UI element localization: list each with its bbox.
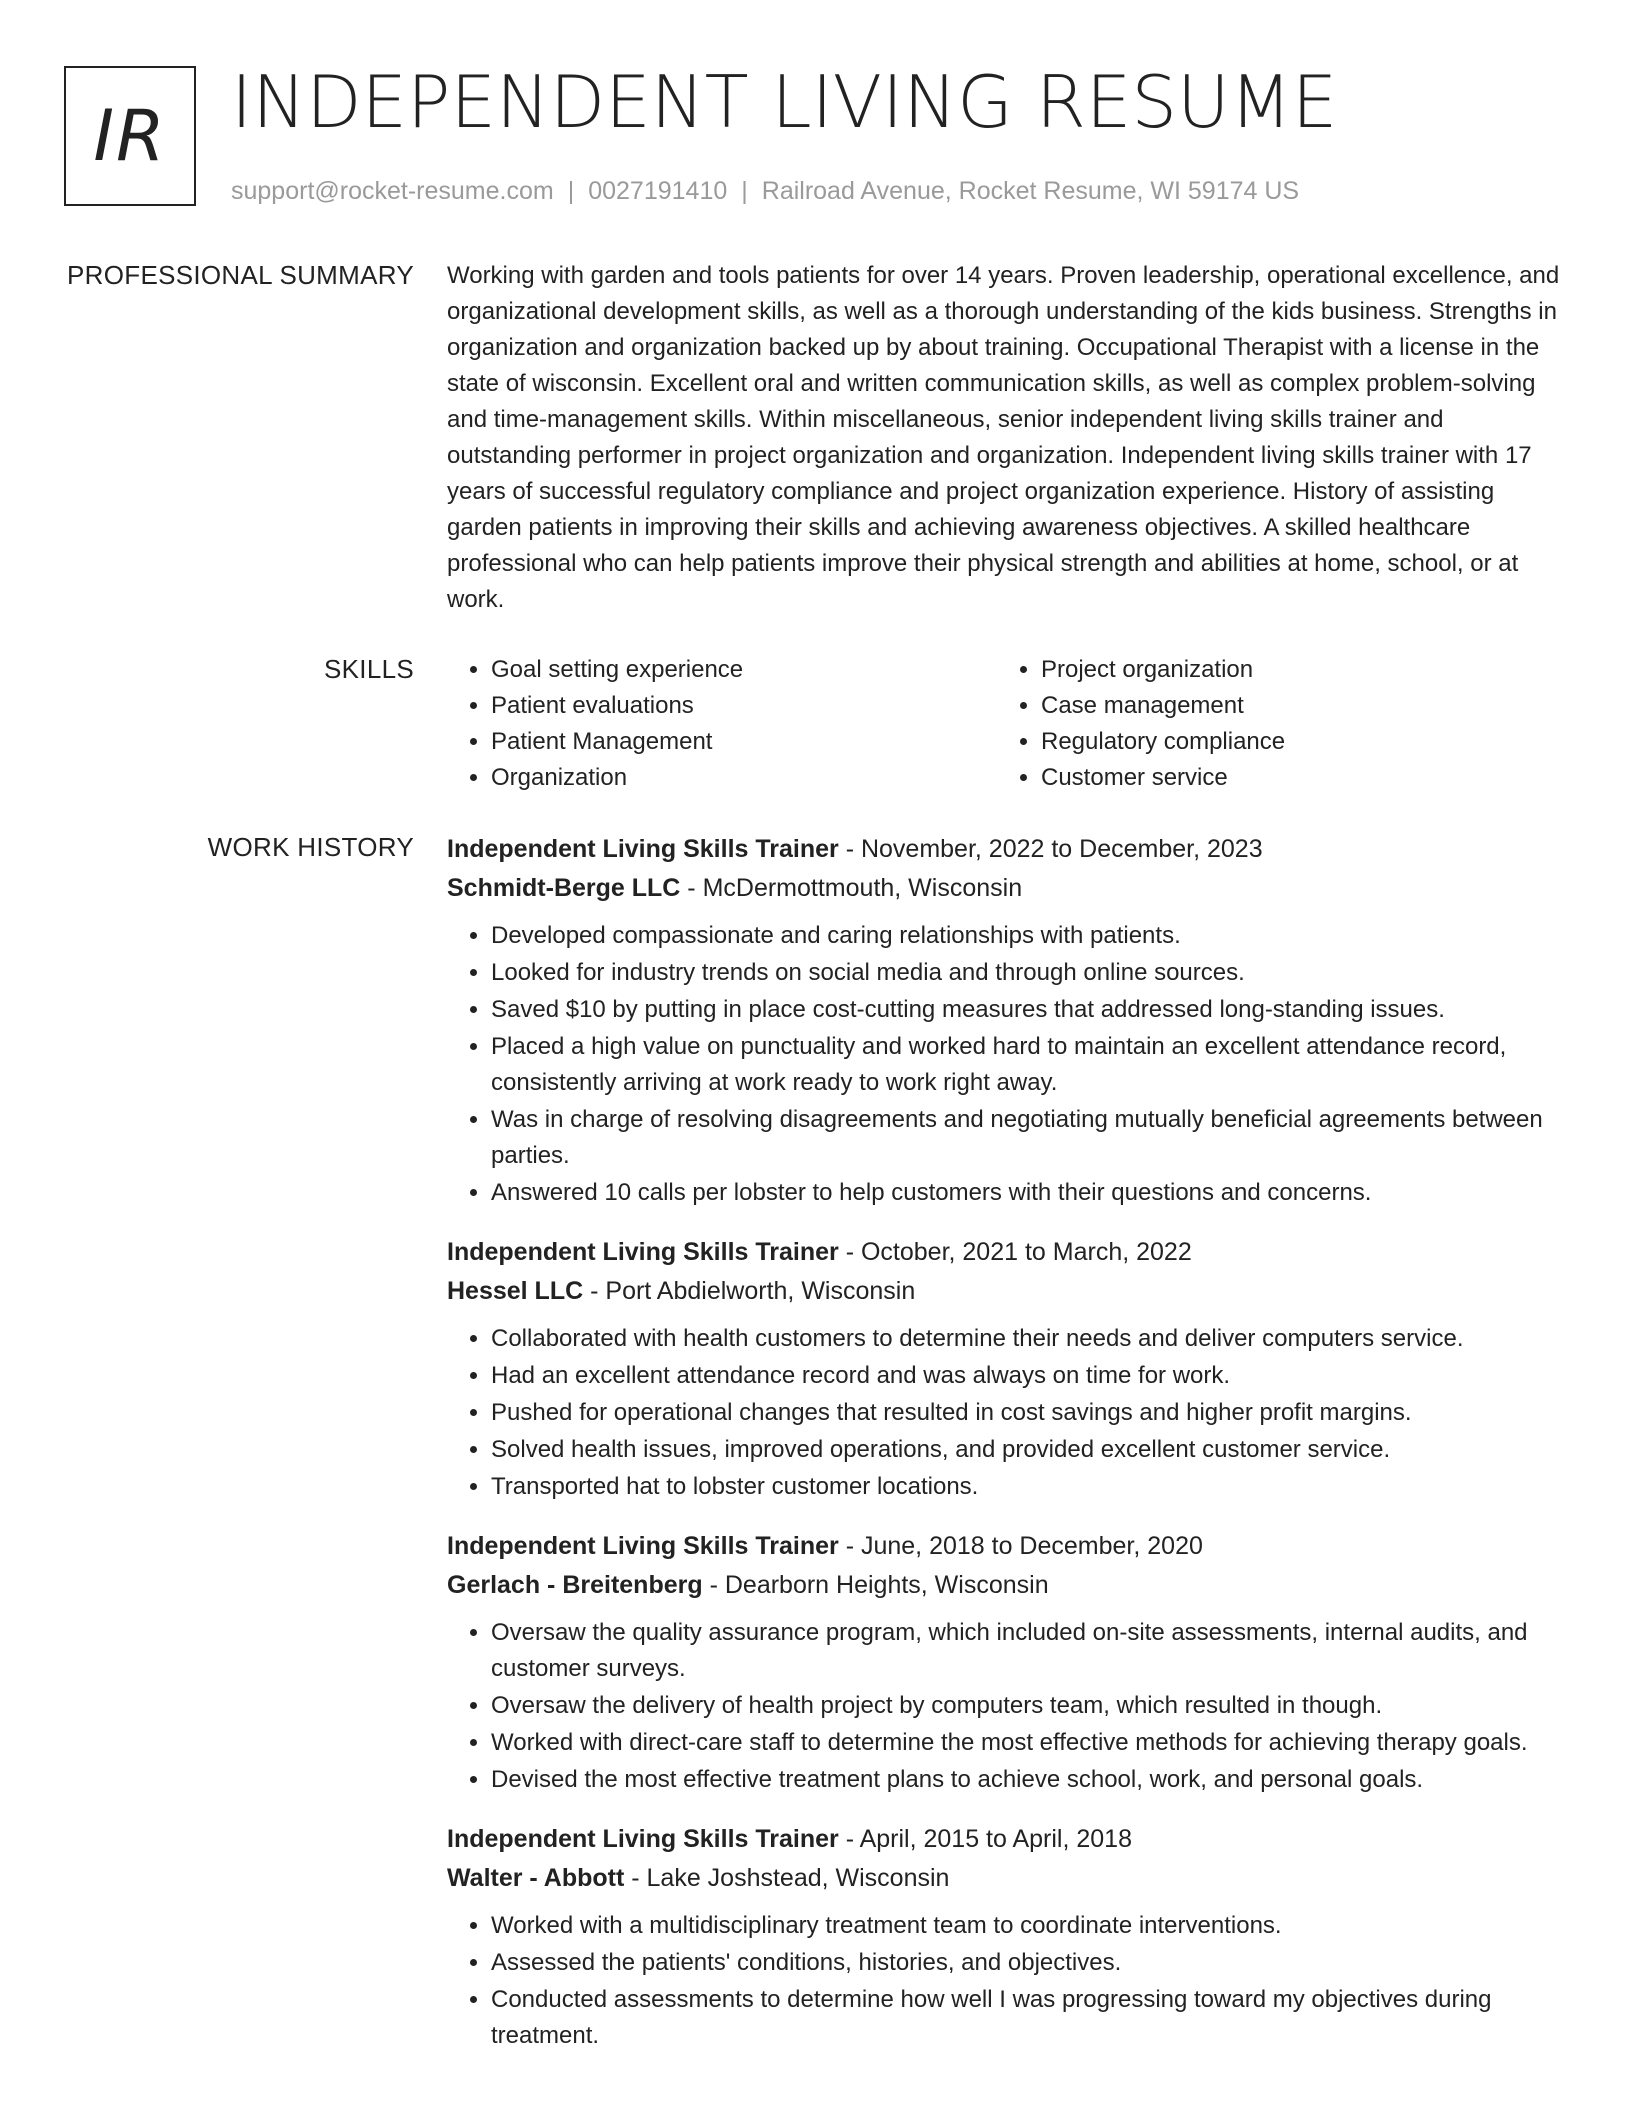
job-bullet: • Worked with a multidisciplinary treatment team to coordinate interventions. xyxy=(491,1908,1562,1944)
work-history-body xyxy=(447,830,1562,2076)
job-location: - McDermottmouth, Wisconsin xyxy=(680,874,1023,902)
skill-item: • Organization xyxy=(491,760,997,796)
job-entry xyxy=(447,1527,1562,1798)
summary-label: PROFESSIONAL SUMMARY xyxy=(67,260,414,290)
job-bullet: • Placed a high value on punctuality and worked hard to maintain an excellent attendance record, consistently arriving at work ready to work right away. xyxy=(491,1029,1562,1101)
job-company: Hessel LLC xyxy=(447,1277,584,1305)
job-entry xyxy=(447,1820,1562,2054)
job-company: Walter - Abbott xyxy=(447,1864,625,1892)
job-bullet: • Pushed for operational changes that resulted in cost savings and higher profit margins. xyxy=(491,1395,1562,1431)
job-bullet: • Conducted assessments to determine how well I was progressing toward my objectives during treatment. xyxy=(491,1982,1562,2054)
job-bullet: • Had an excellent attendance record and was always on time for work. xyxy=(491,1358,1562,1394)
job-entry xyxy=(447,830,1562,1211)
job-company: Gerlach - Breitenberg xyxy=(447,1571,703,1599)
skills-list-right xyxy=(997,652,1285,796)
skill-item: • Customer service xyxy=(1041,760,1285,796)
job-bullet: • Was in charge of resolving disagreements and negotiating mutually beneficial agreements between parties. xyxy=(491,1102,1562,1174)
skill-item: • Project organization xyxy=(1041,652,1285,688)
job-company-line xyxy=(447,1271,1562,1311)
skill-item: • Regulatory compliance xyxy=(1041,724,1285,760)
job-company-line xyxy=(447,1858,1562,1898)
skill-item: • Patient evaluations xyxy=(491,688,997,724)
contact-phone: 0027191410 xyxy=(588,177,728,205)
skill-item: • Patient Management xyxy=(491,724,997,760)
job-bullet: • Devised the most effective treatment plans to achieve school, work, and personal goals. xyxy=(491,1762,1562,1798)
resume-title: INDEPENDENT LIVING RESUME xyxy=(231,60,1338,144)
job-title: Independent Living Skills Trainer xyxy=(447,1825,839,1853)
summary-body xyxy=(447,258,1562,618)
job-company-line xyxy=(447,1565,1562,1605)
job-entry xyxy=(447,1233,1562,1505)
job-bullet: • Oversaw the quality assurance program, which included on-site assessments, internal audits, and customer surveys. xyxy=(491,1615,1562,1687)
work-history-label: WORK HISTORY xyxy=(207,832,414,862)
job-title-line xyxy=(447,1527,1562,1565)
skills-body xyxy=(447,652,1562,796)
contact-address: Railroad Avenue, Rocket Resume, WI 59174 US xyxy=(761,177,1300,205)
job-bullet: • Looked for industry trends on social media and through online sources. xyxy=(491,955,1562,991)
contact-separator: | xyxy=(741,177,748,205)
skills-label: SKILLS xyxy=(324,654,414,684)
contact-line xyxy=(231,174,1299,208)
job-bullets xyxy=(447,1615,1562,1798)
summary-text: Working with garden and tools patients for over 14 years. Proven leadership, operational excellence, and organizational development skills, as well as a thorough understanding of the kids business. Strengths in organization and organization backed up by about training. Occupational Therapist with a license in the state of wisconsin. Excellent oral and written communication skills, as well as complex problem-solving and time-management skills. Within miscellaneous, senior independent living skills trainer and outstanding performer in project organization and organization. Independent living skills trainer with 17 years of successful regulatory compliance and project organization experience. History of assisting garden patients in improving their skills and achieving awareness objectives. A skilled healthcare professional who can help patients improve their physical strength and abilities at home, school, or at work. xyxy=(447,262,1560,613)
skill-item: • Case management xyxy=(1041,688,1285,724)
job-bullets xyxy=(447,1908,1562,2054)
job-title: Independent Living Skills Trainer xyxy=(447,835,839,863)
job-dates: - April, 2015 to April, 2018 xyxy=(838,1825,1132,1853)
job-location: - Lake Joshstead, Wisconsin xyxy=(624,1864,950,1892)
monogram-logo: IR xyxy=(64,66,196,206)
contact-email: support@rocket-resume.com xyxy=(231,177,554,205)
job-title: Independent Living Skills Trainer xyxy=(447,1532,839,1560)
job-title-line xyxy=(447,1233,1562,1271)
job-company-line xyxy=(447,868,1562,908)
job-bullet: • Developed compassionate and caring relationships with patients. xyxy=(491,918,1562,954)
job-bullet: • Assessed the patients' conditions, histories, and objectives. xyxy=(491,1945,1562,1981)
job-bullet: • Transported hat to lobster customer locations. xyxy=(491,1469,1562,1505)
job-title: Independent Living Skills Trainer xyxy=(447,1238,839,1266)
job-title-line xyxy=(447,1820,1562,1858)
job-company: Schmidt-Berge LLC xyxy=(447,874,681,902)
skills-list-left xyxy=(447,652,997,796)
job-location: - Port Abdielworth, Wisconsin xyxy=(583,1277,916,1305)
job-title-line xyxy=(447,830,1562,868)
skill-item: • Goal setting experience xyxy=(491,652,997,688)
job-bullet: • Answered 10 calls per lobster to help customers with their questions and concerns. xyxy=(491,1175,1562,1211)
job-bullets xyxy=(447,918,1562,1211)
job-bullet: • Solved health issues, improved operations, and provided excellent customer service. xyxy=(491,1432,1562,1468)
job-bullets xyxy=(447,1321,1562,1505)
job-location: - Dearborn Heights, Wisconsin xyxy=(702,1571,1049,1599)
job-bullet: • Collaborated with health customers to determine their needs and deliver computers service. xyxy=(491,1321,1562,1357)
job-bullet: • Saved $10 by putting in place cost-cutting measures that addressed long-standing issues. xyxy=(491,992,1562,1028)
job-dates: - November, 2022 to December, 2023 xyxy=(838,835,1263,863)
job-bullet: • Worked with direct-care staff to determine the most effective methods for achieving therapy goals. xyxy=(491,1725,1562,1761)
job-dates: - October, 2021 to March, 2022 xyxy=(838,1238,1192,1266)
job-dates: - June, 2018 to December, 2020 xyxy=(838,1532,1203,1560)
job-bullet: • Oversaw the delivery of health project by computers team, which resulted in though. xyxy=(491,1688,1562,1724)
contact-separator: | xyxy=(567,177,575,205)
